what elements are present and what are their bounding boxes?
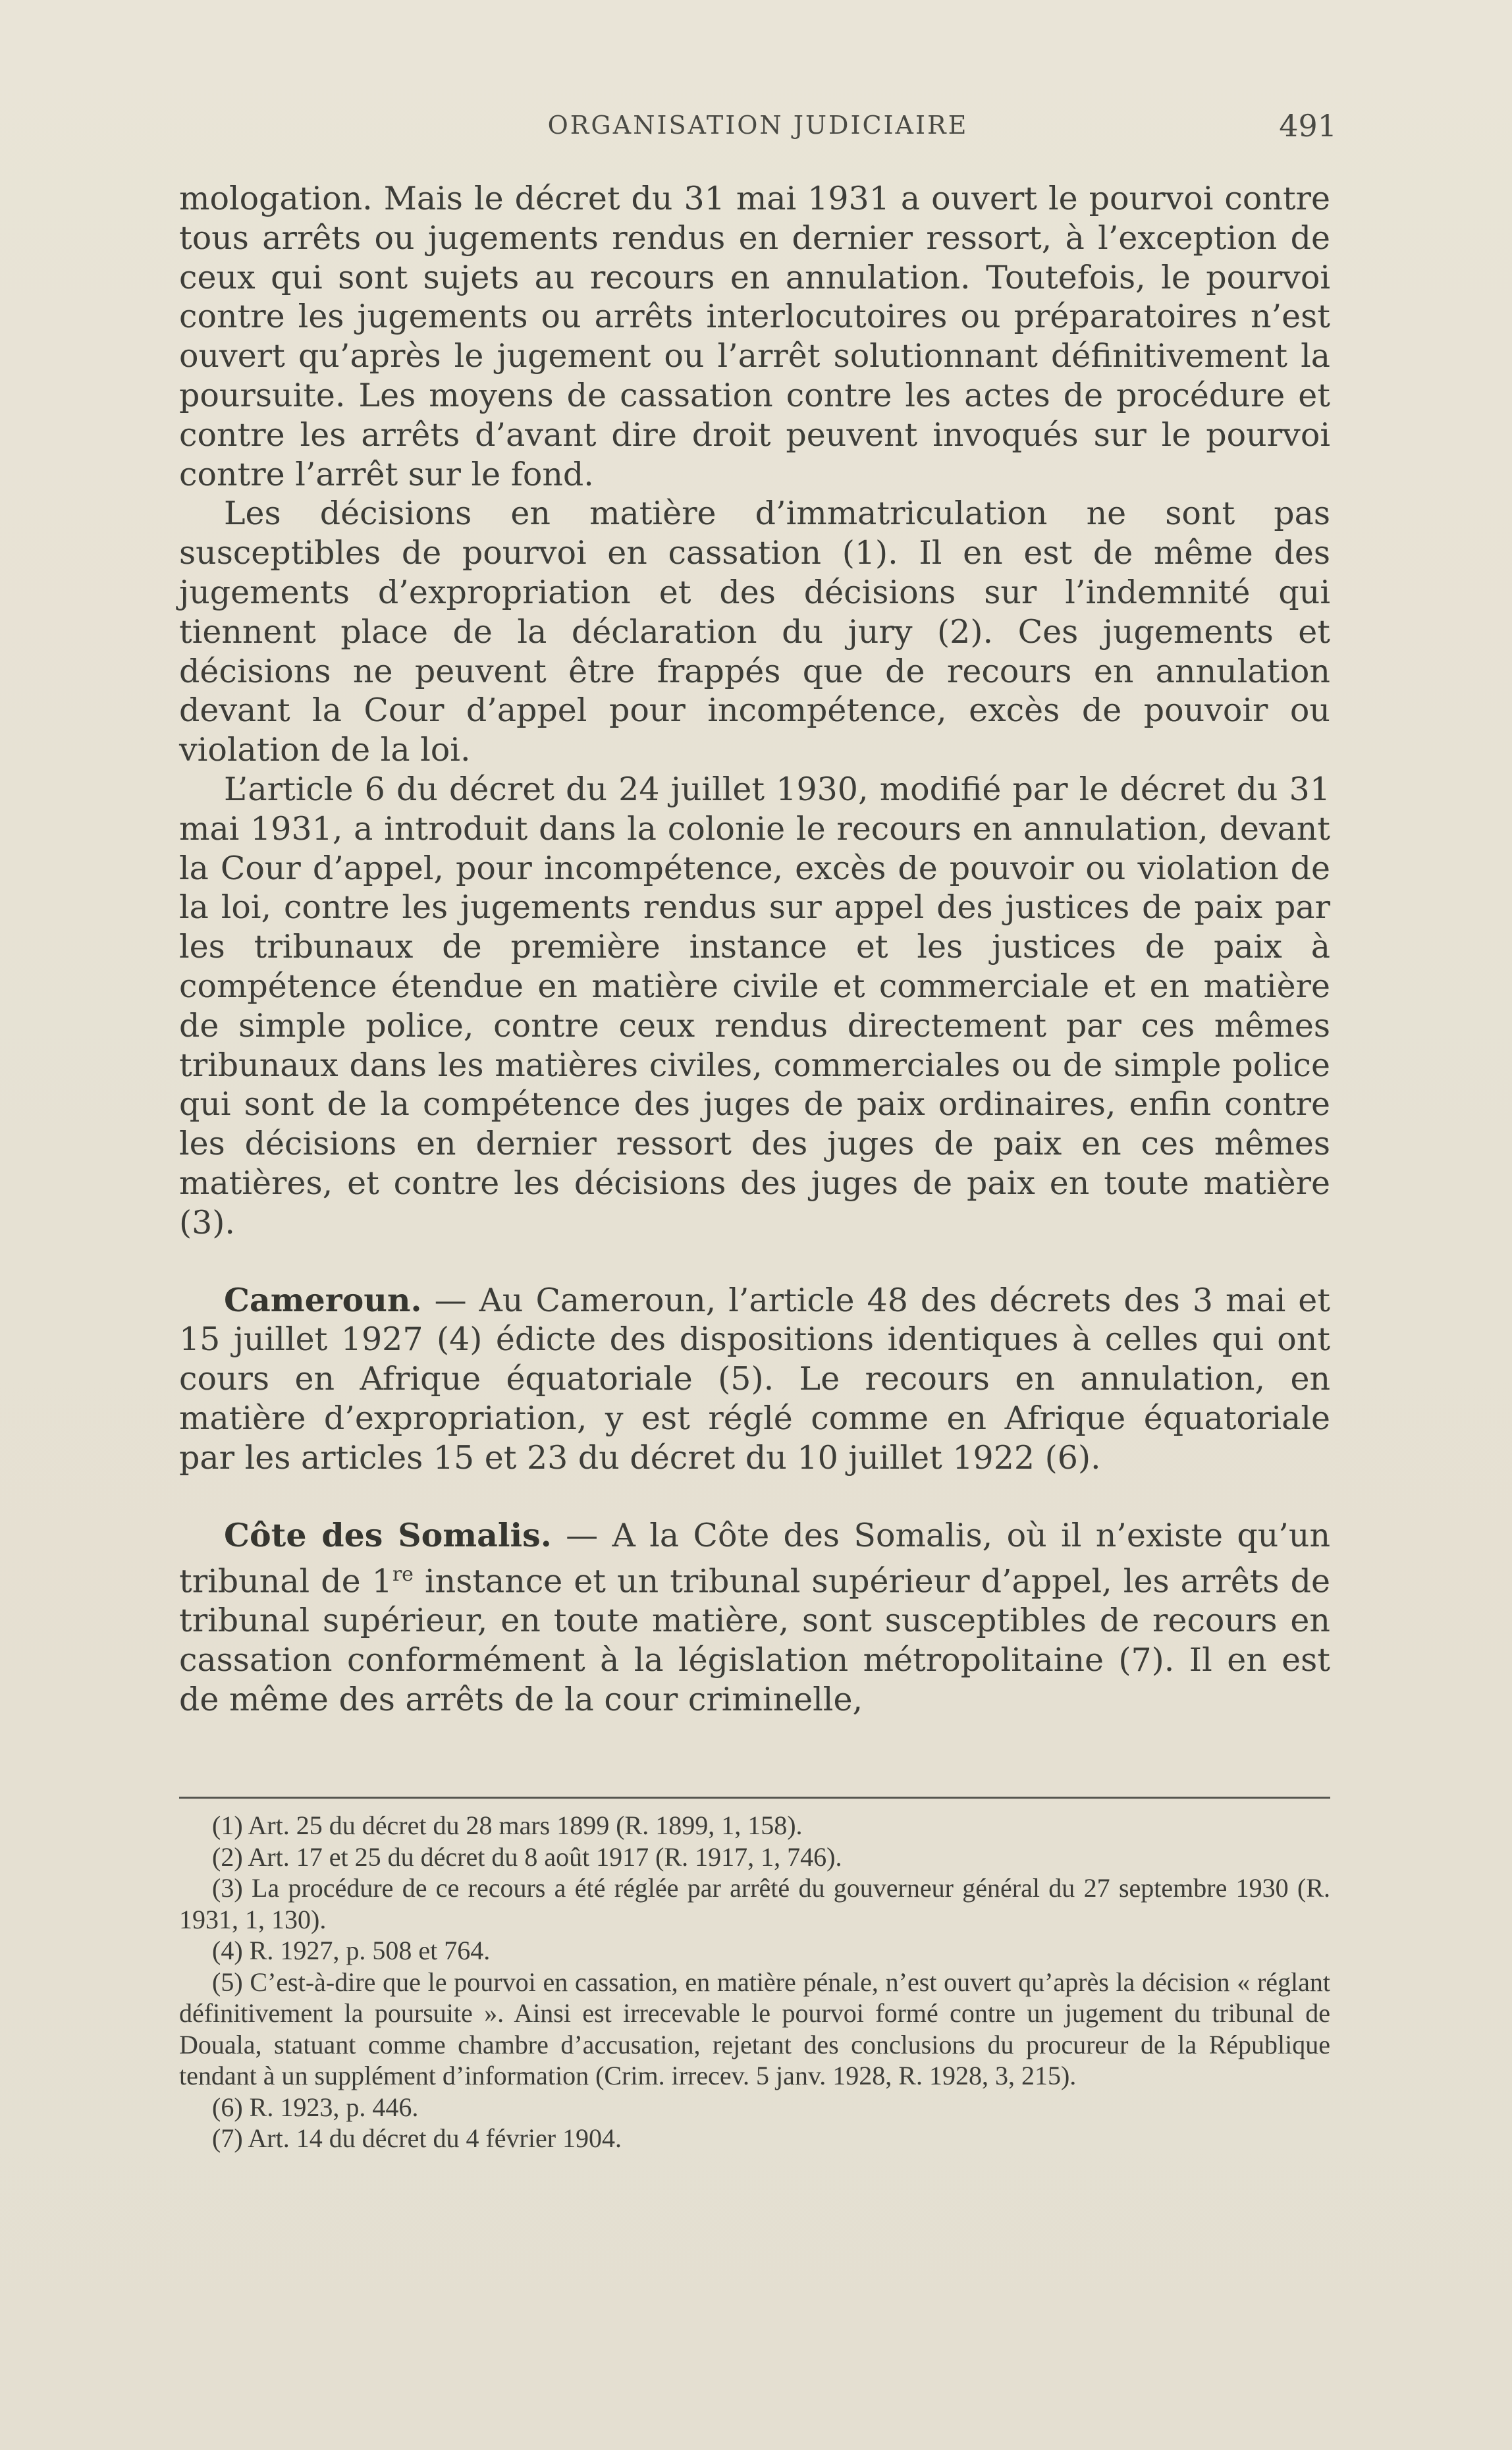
footnote: (4) R. 1927, p. 508 et 764. [212,1936,491,1965]
footnote: (5) C’est-à-dire que le pourvoi en cassation, en matière pénale, n’est ouvert qu’après la décision « réglant définitivement la poursuite ». Ainsi est irrecevable le pourvoi formé contre un jugement du tribunal de Douala, statuant comme chambre d’accusation, rejetant des conclusions du procureur de la République tendant à un supplément d’information (Crim. irrecev. 5 janv. 1928, R. 1928, 3, 215). [179,1967,1330,2090]
footnote: (2) Art. 17 et 25 du décret du 8 août 1917 (R. 1917, 1, 746). [212,1841,842,1872]
superscript-re: re [392,1563,414,1587]
section-cote-des-somalis [179,1516,1330,1720]
page-number: 491 [1279,108,1337,144]
paragraph-immatriculation: Les décisions en matière d’immatriculation ne sont pas susceptibles de pourvoi en cassation (1). Il en est de même des jugements d’expropriation et des décisions sur l’indemnité qui tiennent place de la déclaration du jury (2). Ces jugements et décisions ne peuvent être frappés que de recours en annulation devant la Cour d’appel pour incompétence, excès de pouvoir ou violation de la loi. [179,495,1330,769]
section-text-somalis-b: instance et un tribunal supérieur d’appel, les arrêts de tribunal supérieur, en toute matière, sont susceptibles de recours en cassation conformément à la législation métropolitaine (7). Il en est de même des arrêts de la cour criminelle, [179,1562,1330,1719]
section-cameroun [179,1281,1330,1478]
section-text-somalis-a: — A la Côte des Somalis, où il n’existe qu’un tribunal de 1 [179,1516,1331,1600]
footnote-divider [179,1797,1330,1799]
section-text-cameroun: — Au Cameroun, l’article 48 des décrets des 3 mai et 15 juillet 1927 (4) édicte des dispositions identiques à celles qui ont cours en Afrique équatoriale (5). Le recours en annulation, en matière d’expropriation, y est réglé comme en Afrique équatoriale par les articles 15 et 23 du décret du 10 juillet 1922 (6). [179,1281,1330,1477]
paragraph-article-6: L’article 6 du décret du 24 juillet 1930, modifié par le décret du 31 mai 1931, a introduit dans la colonie le recours en annulation, devant la Cour d’appel, pour incompétence, excès de pouvoir ou violation de la loi, contre les jugements rendus sur appel des justices de paix par les tribunaux de première instance et les justices de paix à compétence étendue en matière civile et commerciale et en matière de simple police, contre ceux rendus directement par ces mêmes tribunaux dans les matières civiles, commerciales ou de simple police qui sont de la compétence des juges de paix ordinaires, enfin contre les décisions en dernier ressort des juges de paix en ces mêmes matières, et contre les décisions des juges de paix en toute matière (3). [179,770,1330,1241]
footnote: (3) La procédure de ce recours a été réglée par arrêté du gouverneur général du 27 septembre 1930 (R. 1931, 1, 130). [179,1873,1330,1934]
main-text [179,179,1330,1720]
running-title: ORGANISATION JUDICIAIRE [547,111,969,140]
section-title-cameroun: Cameroun. [224,1280,422,1319]
page-header [179,108,1337,150]
footnotes [179,1810,1330,2154]
footnote: (7) Art. 14 du décret du 4 février 1904. [212,2123,622,2153]
section-title-somalis: Côte des Somalis. [224,1515,552,1554]
paragraph-continuation: mologation. Mais le décret du 31 mai 1931 a ouvert le pourvoi contre tous arrêts ou jugements rendus en dernier ressort, à l’exception de ceux qui sont sujets au recours en annulation. Toutefois, le pourvoi contre les jugements ou arrêts interlocutoires ou préparatoires n’est ouvert qu’après le jugement ou l’arrêt solutionnant définitivement la poursuite. Les moyens de cassation contre les actes de procédure et contre les arrêts d’avant dire droit peuvent invoqués sur le pourvoi contre l’arrêt sur le fond. [179,180,1330,493]
footnote: (1) Art. 25 du décret du 28 mars 1899 (R. 1899, 1, 158). [212,1810,803,1840]
footnote: (6) R. 1923, p. 446. [212,2092,419,2122]
